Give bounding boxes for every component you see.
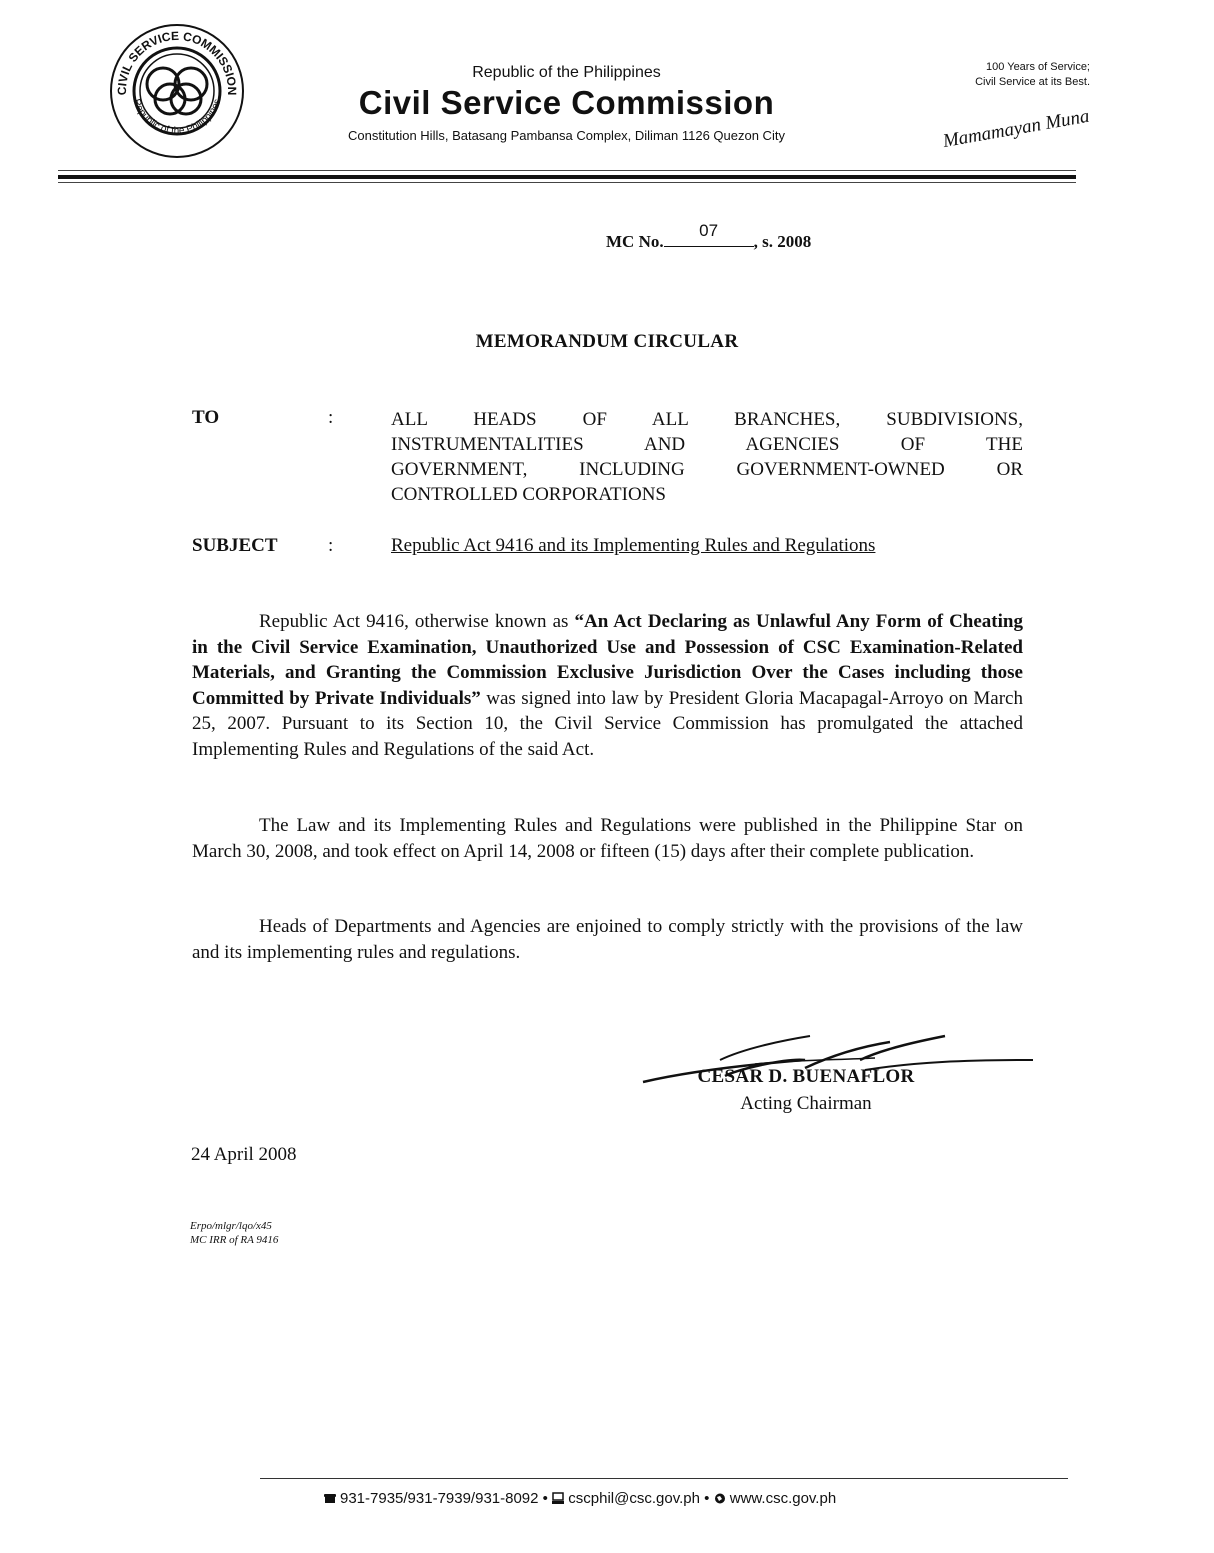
body-paragraph-3: [192, 914, 1023, 965]
computer-icon: [552, 1493, 564, 1504]
mamamayan-muna-logo: [935, 104, 1091, 153]
header-title: Civil Service Commission: [358, 84, 775, 121]
subject-label: SUBJECT: [192, 535, 278, 556]
p1-act-title: “An Act Declaring as Unlawful Any Form of Cheating in the Civil Service Examination, Unauthorized Use and Possession of CSC Examination-Related Materials, and Granting the Commission Exclusive Jurisdiction Over the Cases including those Committed by Private Individuals”: [192, 611, 1023, 709]
p1-rest: was signed into law by President Gloria Macapagal-Arroyo on March 25, 2007. Pursuant to its Section 10, the Civil Service Commission has promulgated the attached Implementing Rules and Regulations of the said Act.: [192, 687, 1023, 760]
reference-initials: [190, 1219, 278, 1247]
phone-icon: [324, 1493, 336, 1504]
seal-text-top: CIVIL SERVICE COMMISSION: [114, 28, 240, 96]
to-line: GOVERNMENT, INCLUDING GOVERNMENT-OWNED OR: [391, 459, 1023, 480]
footer-email: cscphil@csc.gov.ph: [568, 1490, 700, 1507]
reference-line-1: Erpo/mlgr/lqo/x45: [190, 1220, 272, 1232]
footer-separator: •: [542, 1490, 548, 1507]
footer-contact: [0, 1490, 1160, 1507]
signatory-title: Acting Chairman: [740, 1093, 872, 1114]
header-rule-thick: [58, 175, 1076, 179]
p1-lead: Republic Act 9416, otherwise known as: [259, 611, 575, 632]
motto-line-2: Civil Service at its Best.: [975, 76, 1090, 88]
memo-title: MEMORANDUM CIRCULAR: [475, 331, 739, 352]
to-line: INSTRUMENTALITIES AND AGENCIES OF THE: [391, 434, 1023, 455]
mamamayan-text: Mamamayan Muna: [941, 105, 1091, 153]
footer-website: www.csc.gov.ph: [729, 1490, 837, 1507]
footer-phones: 931-7935/931-7939/931-8092: [339, 1490, 539, 1507]
mc-number-line: [606, 221, 812, 252]
mc-number: 07: [699, 221, 719, 240]
to-label: TO: [192, 407, 220, 428]
body-paragraph-2: [192, 813, 1023, 864]
p2-text: The Law and its Implementing Rules and Regulations were published in the Philippine Star on March 30, 2008, and took effect on April 14, 2008 or fifteen (15) days after their complete publication.: [192, 815, 1023, 862]
mc-suffix: , s. 2008: [753, 232, 812, 251]
subject-colon: :: [328, 535, 334, 556]
header-address: Constitution Hills, Batasang Pambansa Complex, Diliman 1126 Quezon City: [348, 128, 785, 143]
subject-text: Republic Act 9416 and its Implementing Rules and Regulations: [391, 535, 876, 556]
signatory-name: CESAR D. BUENAFLOR: [697, 1066, 915, 1087]
header-republic: Republic of the Philippines: [472, 64, 661, 81]
reference-line-2: MC IRR of RA 9416: [190, 1234, 279, 1246]
seal-text-bottom: Republic of the Philippines: [130, 97, 224, 137]
to-line: ALL HEADS OF ALL BRANCHES, SUBDIVISIONS,: [391, 409, 1023, 430]
header-motto: [900, 60, 1090, 90]
footer-rule: [260, 1478, 1068, 1479]
mc-prefix: MC No.: [606, 232, 664, 251]
to-recipients: [391, 407, 1023, 507]
body-paragraph-1: [192, 609, 1023, 762]
footer-separator: •: [704, 1490, 710, 1507]
motto-line-1: 100 Years of Service;: [986, 61, 1090, 73]
header-rule-top: [58, 170, 1076, 171]
mc-number-blank: [664, 221, 754, 247]
p3-text: Heads of Departments and Agencies are enjoined to comply strictly with the provisions of the law and its implementing rules and regulations.: [192, 916, 1023, 963]
globe-icon: [714, 1493, 726, 1504]
header-rule-bottom: [58, 182, 1076, 183]
to-line: CONTROLLED CORPORATIONS: [391, 484, 666, 505]
to-colon: :: [328, 407, 334, 428]
memo-date: 24 April 2008: [191, 1144, 297, 1165]
